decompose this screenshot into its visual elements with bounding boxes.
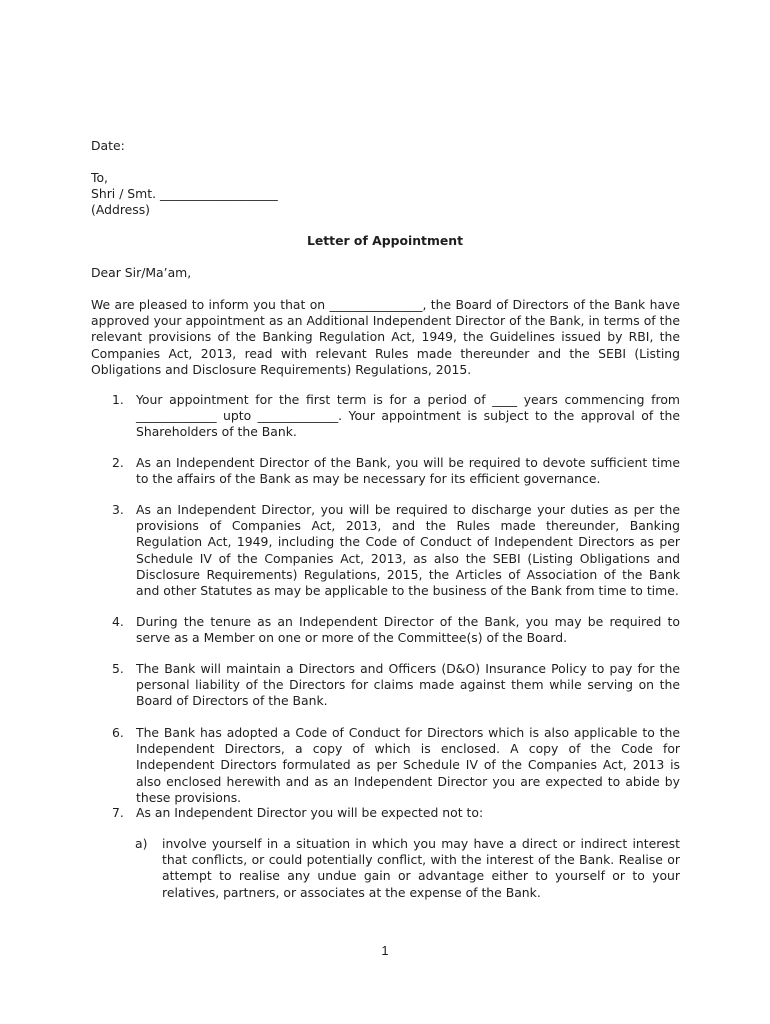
list-item [91, 661, 680, 710]
list-item-number: 2. [112, 455, 124, 470]
salutation: Dear Sir/Ma’am, [91, 265, 192, 280]
list-item [91, 392, 680, 441]
sub-list-item-text: involve yourself in a situation in which you may have a direct or indirect interest that conflicts, or could potentially conflict, with the interest of the Bank. Realise or attempt to realise any undue gain or advantage either to yourself or to your relatives, partners, or associates at the expense of the Bank. [162, 836, 680, 900]
list-item-text: As an Independent Director of the Bank, you will be required to devote sufficient time to the affairs of the Bank as may be necessary for its efficient governance. [136, 455, 680, 487]
list-item [91, 805, 680, 821]
address-label: (Address) [91, 202, 151, 217]
list-item-number: 6. [112, 725, 124, 740]
list-item-text: The Bank has adopted a Code of Conduct for Directors which is also applicable to the Independent Directors, a copy of which is enclosed. A copy of the Code for Independent Directors formulated as per Schedule IV of the Companies Act, 2013 is also enclosed herewith and as an Independent Director you are expected to abide by these provisions. [136, 725, 680, 805]
list-item-number: 3. [112, 502, 124, 517]
list-item-number: 5. [112, 661, 124, 676]
list-item-number: 4. [112, 614, 124, 629]
list-item-text: As an Independent Director, you will be required to discharge your duties as per the provisions of Companies Act, 2013, and the Rules made thereunder, Banking Regulation Act, 1949, including the Code of Conduct of Independent Directors as per Schedule IV of the Companies Act, 2013, as also the SEBI (Listing Obligations and Disclosure Requirements) Regulations, 2015, the Articles of Association of the Bank and other Statutes as may be applicable to the business of the Bank from time to time. [136, 502, 680, 599]
sub-list-item-letter: a) [135, 836, 148, 851]
page-number: 1 [381, 943, 389, 958]
to-label: To, [91, 170, 108, 185]
intro-paragraph: We are pleased to inform you that on _______________, the Board of Directors of the Bank have approved your appointment as an Additional Independent Director of the Bank, in terms of the relevant provisions of the Banking Regulation Act, 1949, the Guidelines issued by RBI, the Companies Act, 2013, read with relevant Rules made thereunder and the SEBI (Listing Obligations and Disclosure Requirements) Regulations, 2015. [91, 297, 680, 377]
date-label: Date: [91, 138, 125, 153]
list-item-text: The Bank will maintain a Directors and Officers (D&O) Insurance Policy to pay for the personal liability of the Directors for claims made against them while serving on the Board of Directors of the Bank. [136, 661, 680, 709]
list-item-number: 7. [112, 805, 124, 820]
list-item-text: As an Independent Director you will be expected not to: [136, 805, 484, 820]
list-item-number: 1. [112, 392, 124, 407]
list-item [91, 614, 680, 646]
letter-title: Letter of Appointment [306, 233, 464, 248]
addressee-line: Shri / Smt. ___________________ [91, 186, 278, 201]
list-item [91, 725, 680, 806]
list-item [91, 455, 680, 487]
list-item [91, 502, 680, 599]
list-item-text: Your appointment for the first term is for a period of ____ years commencing from _____________ upto _____________. Your appointment is subject to the approval of the Shareholders of the Bank. [136, 392, 680, 440]
list-item-text: During the tenure as an Independent Director of the Bank, you may be required to serve as a Member on one or more of the Committee(s) of the Board. [136, 614, 680, 646]
sub-list-item [91, 836, 680, 901]
